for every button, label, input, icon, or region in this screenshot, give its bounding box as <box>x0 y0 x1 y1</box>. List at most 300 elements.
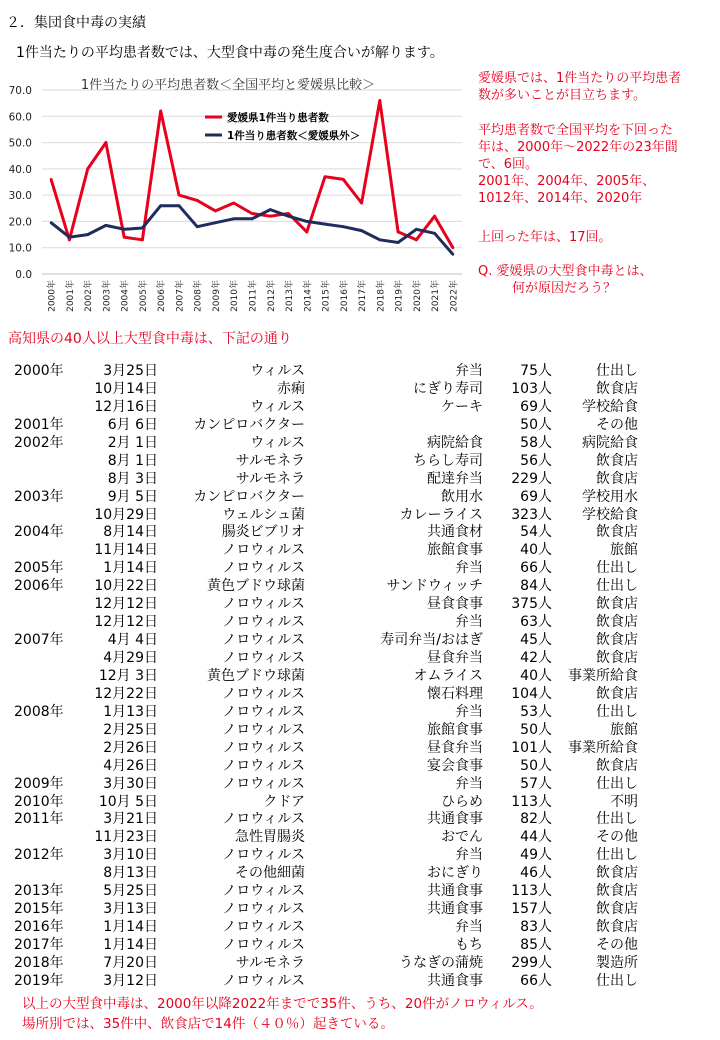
data-point <box>360 202 363 205</box>
cell-date: 10月14日 <box>94 380 158 397</box>
cell-count: 50人 <box>520 416 552 433</box>
cell-cause: ノロウィルス <box>222 721 305 738</box>
cell-count: 83人 <box>520 919 552 936</box>
y-tick-label: 60.0 <box>8 111 32 124</box>
cell-cause: ウィルス <box>250 398 305 415</box>
cell-date: 10月22日 <box>94 578 158 595</box>
cell-food: 共通食事 <box>427 972 483 989</box>
cell-food: おにぎり <box>427 865 483 882</box>
cell-date: 6月 6日 <box>107 416 158 433</box>
table-row <box>0 362 720 380</box>
x-tick-label: 2008年 <box>193 280 204 312</box>
cell-count: 113人 <box>511 883 552 900</box>
table-row <box>0 577 720 595</box>
cell-food: 弁当 <box>455 703 483 720</box>
cell-food: 共通食事 <box>427 811 483 828</box>
cell-cause: ノロウィルス <box>222 811 305 828</box>
cell-date: 8月14日 <box>103 524 158 541</box>
cell-count: 40人 <box>520 542 552 559</box>
cell-date: 2月26日 <box>103 739 158 756</box>
cell-count: 104人 <box>511 685 552 702</box>
cell-year: 2009年 <box>14 775 64 792</box>
cell-cause: サルモネラ <box>235 954 305 971</box>
cell-cause: サルモネラ <box>235 470 305 487</box>
summary <box>22 994 543 1034</box>
cell-place: 飲食店 <box>596 685 638 702</box>
cell-place: 飲食店 <box>596 470 638 487</box>
cell-count: 42人 <box>520 650 552 666</box>
cell-date: 4月 4日 <box>107 632 158 649</box>
cell-place: 飲食店 <box>596 614 638 631</box>
cell-cause: ノロウィルス <box>222 757 305 774</box>
y-tick-label: 20.0 <box>8 216 32 229</box>
cell-place: 飲食店 <box>596 919 638 936</box>
data-point <box>378 238 381 241</box>
cell-count: 57人 <box>520 775 552 792</box>
data-point <box>415 238 418 241</box>
cell-count: 375人 <box>511 596 552 613</box>
cell-date: 11月14日 <box>94 542 158 559</box>
cell-date: 8月 3日 <box>107 470 158 487</box>
cell-date: 7月20日 <box>103 954 158 971</box>
data-point <box>68 236 71 239</box>
cell-count: 45人 <box>520 632 552 649</box>
cell-date: 3月10日 <box>103 847 158 864</box>
cell-count: 50人 <box>520 757 552 774</box>
cell-count: 58人 <box>520 434 552 451</box>
data-point <box>86 233 89 236</box>
cell-count: 101人 <box>511 739 552 756</box>
table-row <box>0 541 720 559</box>
kochi-heading: 高知県の40人以上大型食中毒は、下記の通り <box>8 331 292 347</box>
y-tick-label: 0.0 <box>15 269 32 281</box>
cell-date: 3月21日 <box>103 811 158 828</box>
cell-date: 3月12日 <box>103 972 158 989</box>
cell-date: 11月23日 <box>94 829 158 846</box>
cell-year: 2010年 <box>14 793 64 810</box>
note-line: 年は、2000年～2022年の23年間 <box>478 140 678 155</box>
data-point <box>232 202 235 205</box>
cell-count: 82人 <box>520 811 552 828</box>
cell-food: 寿司弁当/おはぎ <box>380 632 483 649</box>
cell-cause: ノロウィルス <box>222 614 305 631</box>
chart-title: 1件当たりの平均患者数＜全国平均と愛媛県比較＞ <box>80 78 376 93</box>
cell-place: 事業所給食 <box>568 739 638 756</box>
data-point <box>378 99 381 102</box>
table-row <box>0 613 720 631</box>
cell-cause: ノロウィルス <box>222 560 305 577</box>
cell-place: 仕出し <box>596 972 638 989</box>
cell-year: 2001年 <box>14 416 64 433</box>
note-line: 1012年、2014年、2020年 <box>478 191 643 206</box>
table-row <box>0 739 720 757</box>
cell-food: 旅館食事 <box>427 542 483 559</box>
data-point <box>214 210 217 213</box>
cell-cause: ウィルス <box>250 363 305 379</box>
table-row <box>0 775 720 793</box>
table-row <box>0 703 720 721</box>
cell-place: その他 <box>596 416 638 433</box>
cell-cause: 赤痢 <box>277 380 305 397</box>
table-row <box>0 559 720 577</box>
x-tick-label: 2012年 <box>266 280 277 312</box>
table-row <box>0 667 720 685</box>
data-point <box>269 208 272 211</box>
cell-count: 63人 <box>520 614 552 631</box>
note-question: 何が原因だろう？ <box>512 281 617 296</box>
cell-place: 不明 <box>610 793 638 810</box>
cell-count: 157人 <box>511 901 552 918</box>
cell-count: 84人 <box>520 578 552 595</box>
x-tick-label: 2001年 <box>65 280 76 312</box>
cell-date: 10月29日 <box>94 506 158 523</box>
data-point <box>324 223 327 226</box>
cell-food: 弁当 <box>455 775 483 792</box>
table-row <box>0 452 720 470</box>
cell-food: 共通食事 <box>427 901 483 918</box>
outbreak-table <box>0 362 720 990</box>
cell-food: もち <box>455 937 483 953</box>
cell-cause: ノロウィルス <box>222 883 305 900</box>
cell-cause: ノロウィルス <box>222 739 305 756</box>
note-line: 2001年、2004年、2005年、 <box>478 174 656 189</box>
data-point <box>287 215 290 218</box>
cell-food: 共通食材 <box>427 524 483 541</box>
cell-year: 2015年 <box>14 901 64 918</box>
data-point <box>251 212 254 215</box>
line-chart <box>0 72 470 322</box>
cell-cause: ウィルス <box>250 434 305 451</box>
cell-cause: 急性胃腸炎 <box>235 829 305 846</box>
cell-place: 仕出し <box>596 811 638 828</box>
y-tick-label: 70.0 <box>8 85 32 97</box>
data-point <box>397 241 400 244</box>
cell-count: 85人 <box>520 937 552 953</box>
table-row <box>0 631 720 649</box>
x-tick-label: 2007年 <box>175 280 186 312</box>
cell-food: 弁当 <box>455 614 483 631</box>
cell-year: 2003年 <box>14 488 64 505</box>
table-row <box>0 864 720 882</box>
note-line: で、6回。 <box>478 157 539 172</box>
data-point <box>232 217 235 220</box>
cell-place: その他 <box>596 829 638 846</box>
table-row <box>0 523 720 541</box>
cell-food: 弁当 <box>455 363 483 379</box>
data-point <box>123 236 126 239</box>
table-row <box>0 828 720 846</box>
x-tick-label: 2019年 <box>394 280 405 312</box>
table-row <box>0 882 720 900</box>
data-point <box>159 204 162 207</box>
cell-year: 2011年 <box>14 811 64 828</box>
cell-count: 69人 <box>520 398 552 415</box>
cell-cause: ノロウィルス <box>222 901 305 918</box>
cell-food: ケーキ <box>441 398 483 415</box>
table-row <box>0 846 720 864</box>
data-point <box>342 225 345 228</box>
cell-food: 弁当 <box>455 560 483 577</box>
data-point <box>433 232 436 235</box>
cell-place: 飲食店 <box>596 596 638 613</box>
note-question: Q. 愛媛県の大型食中毒とは、 <box>478 264 653 279</box>
data-point <box>68 238 71 241</box>
cell-place: 仕出し <box>596 560 638 577</box>
cell-place: 仕出し <box>596 703 638 720</box>
cell-count: 53人 <box>520 703 552 720</box>
cell-count: 103人 <box>511 380 552 397</box>
page-heading: ２．集団食中毒の実績 <box>6 15 146 31</box>
cell-count: 229人 <box>511 470 552 487</box>
cell-place: 仕出し <box>596 363 638 379</box>
data-point <box>159 110 162 113</box>
cell-count: 50人 <box>520 721 552 738</box>
cell-food: 共通食事 <box>427 883 483 900</box>
x-tick-label: 2013年 <box>285 280 296 312</box>
cell-count: 75人 <box>520 363 552 379</box>
summary-line: 以上の大型食中毒は、2000年以降2022年までで35件、うち、20件がノロウィルス。 <box>22 996 543 1012</box>
x-tick-label: 2018年 <box>376 280 387 312</box>
cell-date: 4月26日 <box>103 757 158 774</box>
cell-place: 飲食店 <box>596 452 638 469</box>
table-row <box>0 757 720 775</box>
x-tick-label: 2004年 <box>120 280 131 312</box>
cell-food: 宴会食事 <box>427 757 483 774</box>
x-tick-label: 2014年 <box>303 280 314 312</box>
cell-count: 56人 <box>520 452 552 469</box>
cell-year: 2006年 <box>14 578 64 595</box>
cell-count: 44人 <box>520 829 552 846</box>
data-point <box>397 231 400 234</box>
legend-label-outside: 1件当り患者数＜愛媛県外＞ <box>227 130 361 142</box>
table-row <box>0 595 720 613</box>
x-tick-label: 2003年 <box>102 280 113 312</box>
cell-place: 仕出し <box>596 775 638 792</box>
data-point <box>105 224 108 227</box>
cell-food: 弁当 <box>455 847 483 864</box>
cell-year: 2004年 <box>14 524 64 541</box>
x-tick-label: 2020年 <box>412 280 423 312</box>
table-row <box>0 649 720 667</box>
cell-food: ひらめ <box>441 793 483 810</box>
data-point <box>415 228 418 231</box>
data-point <box>451 246 454 249</box>
chart-legend <box>205 111 360 142</box>
cell-cause: ウェルシュ菌 <box>222 506 305 523</box>
cell-cause: ノロウィルス <box>222 632 305 649</box>
cell-cause: ノロウィルス <box>222 650 305 666</box>
cell-cause: 黄色ブドウ球菌 <box>207 578 305 595</box>
note-line: 数が多いことが目立ちます。 <box>478 88 646 103</box>
x-tick-label: 2022年 <box>449 280 460 312</box>
y-tick-label: 50.0 <box>8 137 32 150</box>
cell-date: 2月25日 <box>103 721 158 738</box>
table-row <box>0 900 720 918</box>
y-tick-label: 40.0 <box>8 163 32 176</box>
cell-count: 49人 <box>520 847 552 864</box>
data-point <box>50 178 53 181</box>
cell-cause: ノロウィルス <box>222 775 305 792</box>
cell-year: 2018年 <box>14 954 64 971</box>
table-row <box>0 416 720 434</box>
data-point <box>196 199 199 202</box>
cell-date: 12月16日 <box>94 398 158 415</box>
cell-date: 1月14日 <box>103 560 158 577</box>
cell-cause: ノロウィルス <box>222 685 305 702</box>
cell-date: 12月22日 <box>94 685 158 702</box>
table-row <box>0 380 720 398</box>
cell-place: 飲食店 <box>596 650 638 666</box>
x-axis-ticks <box>46 280 460 312</box>
cell-cause: サルモネラ <box>235 452 305 469</box>
x-tick-label: 2010年 <box>230 280 241 312</box>
table-row <box>0 954 720 972</box>
cell-cause: カンピロバクター <box>193 488 305 505</box>
cell-food: 病院給食 <box>427 434 483 451</box>
cell-cause: ノロウィルス <box>222 937 305 953</box>
cell-count: 66人 <box>520 972 552 989</box>
cell-food: 弁当 <box>455 919 483 936</box>
data-point <box>141 238 144 241</box>
cell-count: 66人 <box>520 560 552 577</box>
y-tick-label: 10.0 <box>8 242 32 255</box>
x-tick-label: 2002年 <box>84 280 95 312</box>
cell-cause: ノロウィルス <box>222 596 305 613</box>
data-point <box>251 217 254 220</box>
cell-place: 病院給食 <box>582 434 638 451</box>
table-row <box>0 470 720 488</box>
y-tick-label: 30.0 <box>8 190 32 203</box>
cell-place: 仕出し <box>596 578 638 595</box>
cell-place: 学校給食 <box>582 506 638 523</box>
data-point <box>50 221 53 224</box>
cell-cause: ノロウィルス <box>222 703 305 720</box>
cell-place: 学校用水 <box>582 488 638 505</box>
cell-place: 飲食店 <box>596 524 638 541</box>
cell-food: カレーライス <box>399 506 483 523</box>
note-line: 平均患者数で全国平均を下回った <box>478 123 674 138</box>
cell-food: 配達弁当 <box>427 470 483 487</box>
cell-count: 54人 <box>520 524 552 541</box>
cell-date: 1月14日 <box>103 919 158 936</box>
x-tick-label: 2011年 <box>248 280 259 312</box>
data-point <box>305 220 308 223</box>
x-tick-label: 2021年 <box>431 280 442 312</box>
cell-cause: カンピロバクター <box>193 416 305 433</box>
cell-cause: その他細菌 <box>235 865 305 882</box>
cell-count: 299人 <box>511 954 552 971</box>
x-tick-label: 2005年 <box>138 280 149 312</box>
cell-cause: クドア <box>263 793 305 810</box>
table-row <box>0 685 720 703</box>
cell-cause: 黄色ブドウ球菌 <box>207 667 305 684</box>
cell-cause: ノロウィルス <box>222 972 305 989</box>
data-point <box>141 227 144 230</box>
data-point <box>360 229 363 232</box>
data-point <box>178 204 181 207</box>
cell-date: 3月30日 <box>103 775 158 792</box>
note-line: 愛媛県では、1件当たりの平均患者 <box>478 71 682 86</box>
data-point <box>214 221 217 224</box>
cell-cause: ノロウィルス <box>222 919 305 936</box>
cell-food: 昼食弁当 <box>427 650 483 666</box>
cell-place: 飲食店 <box>596 901 638 918</box>
data-point <box>178 194 181 197</box>
cell-date: 10月 5日 <box>98 793 158 810</box>
cell-count: 46人 <box>520 865 552 882</box>
cell-count: 113人 <box>511 793 552 810</box>
cell-count: 323人 <box>511 506 552 523</box>
x-tick-label: 2009年 <box>211 280 222 312</box>
table-row <box>0 972 720 990</box>
x-tick-label: 2016年 <box>339 280 350 312</box>
data-point <box>105 141 108 144</box>
data-point <box>123 228 126 231</box>
cell-year: 2019年 <box>14 972 64 989</box>
cell-place: 旅館 <box>610 542 638 559</box>
data-point <box>451 253 454 256</box>
cell-food: 昼食食事 <box>427 596 483 613</box>
cell-place: 旅館 <box>610 721 638 738</box>
cell-date: 12月 3日 <box>98 667 158 684</box>
legend-label-ehime: 愛媛県1件当り患者数 <box>227 112 329 124</box>
cell-place: 飲食店 <box>596 865 638 882</box>
cell-year: 2008年 <box>14 703 64 720</box>
cell-date: 2月 1日 <box>107 434 158 451</box>
table-row <box>0 936 720 954</box>
cell-place: 飲食店 <box>596 757 638 774</box>
cell-food: 懐石料理 <box>427 685 483 702</box>
cell-cause: ノロウィルス <box>222 847 305 864</box>
cell-year: 2007年 <box>14 632 64 649</box>
summary-line: 場所別では、35件中、飲食店で14件（４０％）起きている。 <box>22 1016 394 1032</box>
data-point <box>86 167 89 170</box>
cell-place: 事業所給食 <box>568 667 638 684</box>
cell-date: 4月29日 <box>103 650 158 666</box>
table-row <box>0 793 720 811</box>
table-row <box>0 398 720 416</box>
cell-date: 12月12日 <box>94 614 158 631</box>
cell-place: その他 <box>596 937 638 953</box>
table-row <box>0 721 720 739</box>
cell-year: 2016年 <box>14 919 64 936</box>
cell-date: 3月13日 <box>103 901 158 918</box>
cell-place: 製造所 <box>596 954 638 971</box>
data-point <box>196 225 199 228</box>
page-subheading: 1件当たりの平均患者数では、大型食中毒の発生度合いが解ります。 <box>16 45 444 61</box>
cell-cause: ノロウィルス <box>222 542 305 559</box>
cell-date: 1月13日 <box>103 703 158 720</box>
cell-food: うなぎの蒲焼 <box>399 954 483 971</box>
table-row <box>0 488 720 506</box>
cell-place: 飲食店 <box>596 632 638 649</box>
cell-date: 8月13日 <box>103 865 158 882</box>
cell-food: おでん <box>441 829 483 846</box>
cell-cause: 腸炎ビブリオ <box>221 524 305 541</box>
cell-food: ちらし寿司 <box>413 452 483 469</box>
cell-year: 2017年 <box>14 937 64 953</box>
x-tick-label: 2006年 <box>157 280 168 312</box>
table-row <box>0 434 720 452</box>
data-point <box>342 178 345 181</box>
cell-food: 旅館食事 <box>427 721 483 738</box>
cell-place: 飲食店 <box>596 883 638 900</box>
table-row <box>0 506 720 524</box>
cell-date: 1月14日 <box>103 937 158 953</box>
data-point <box>324 175 327 178</box>
cell-date: 9月 5日 <box>107 488 158 505</box>
table-row <box>0 810 720 828</box>
